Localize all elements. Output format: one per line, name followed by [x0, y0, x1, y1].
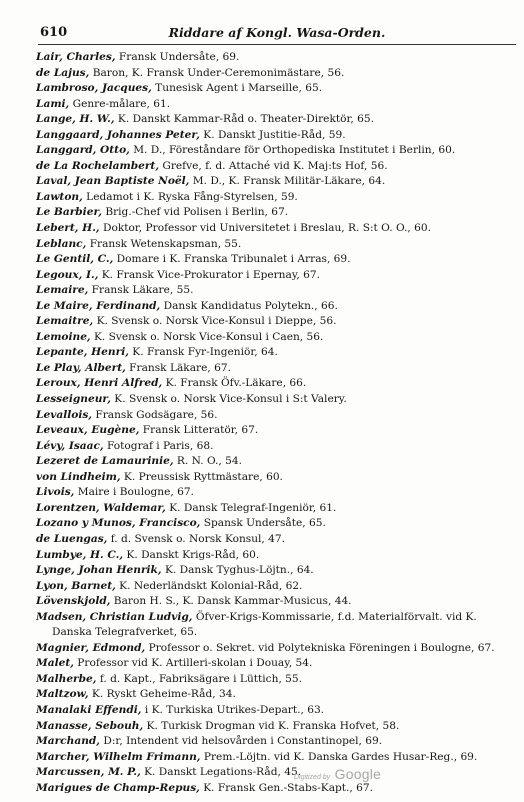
- entry-description: Fransk Läkare, 55.: [88, 284, 194, 297]
- entry-description: M. D., K. Fransk Militär-Läkare, 64.: [189, 175, 386, 188]
- entry-name: Langgard, Otto,: [36, 144, 130, 157]
- list-item: [36, 252, 516, 268]
- list-item: [36, 470, 516, 486]
- list-item: [36, 641, 516, 657]
- entry-name: Lévy, Isaac,: [36, 439, 104, 452]
- list-item: [36, 330, 516, 346]
- list-item: [36, 703, 516, 719]
- list-item: [36, 563, 516, 579]
- entry-description: Spansk Undersåte, 65.: [200, 517, 326, 530]
- entry-name: de Lajus,: [36, 66, 90, 79]
- entry-name: Langgaard, Johannes Peter,: [36, 128, 200, 141]
- list-item: [36, 159, 516, 175]
- entry-name: Lumbye, H. C.,: [36, 548, 124, 561]
- entry-name: Lange, H. W.,: [36, 113, 115, 126]
- list-item: [36, 283, 516, 299]
- list-item: [36, 361, 516, 377]
- entry-description: Grefve, f. d. Attaché vid K. Maj:ts Hof, 56.: [159, 159, 388, 172]
- entry-name: Lemoine,: [36, 330, 91, 343]
- entry-description: f. d. Svensk o. Norsk Konsul, 47.: [107, 532, 286, 545]
- list-item: [36, 143, 516, 159]
- list-item: [36, 97, 516, 113]
- entry-description: K. Svensk o. Norsk Vice-Konsul i Dieppe, 56.: [93, 315, 337, 328]
- entry-description: K. Danskt Justitie-Råd, 59.: [199, 128, 346, 141]
- list-item: [36, 268, 516, 284]
- list-item: [36, 299, 516, 315]
- list-item: [36, 548, 516, 564]
- entry-name: Le Maire, Ferdinand,: [36, 299, 161, 312]
- entry-description: M. D., Föreståndare för Orthopediska Institutet i Berlin, 60.: [129, 144, 456, 157]
- entry-name: Lorentzen, Waldemar,: [36, 501, 166, 514]
- entry-name: Manalaki Effendi,: [36, 703, 142, 716]
- entry-description: f. d. Kapt., Fabriksägare i Lüttich, 55.: [96, 672, 303, 685]
- list-item: [36, 392, 516, 408]
- entry-description: Tunesisk Agent i Marseille, 65.: [151, 82, 323, 95]
- entry-name: Lövenskjold,: [36, 595, 111, 608]
- page-header: [38, 25, 516, 43]
- entry-description: Maire i Boulogne, 67.: [74, 486, 194, 499]
- entry-description: Fotograf i Paris, 68.: [103, 439, 214, 452]
- entry-description: K. Ryskt Geheime-Råd, 34.: [88, 688, 236, 701]
- entry-description: K. Danskt Krigs-Råd, 60.: [123, 548, 260, 561]
- list-item: [36, 408, 516, 424]
- entry-name: Marchand,: [36, 735, 100, 748]
- entry-description: Professor vid K. Artilleri-skolan i Douay, 54.: [73, 657, 313, 670]
- list-item: [36, 190, 516, 206]
- entry-name: Lemaire,: [36, 284, 89, 297]
- entry-description: K. Preussisk Ryttmästare, 60.: [120, 470, 283, 483]
- entry-name: Maltzow,: [36, 688, 89, 701]
- entry-description: Prem.-Löjtn. vid K. Danska Gardes Husar-Reg., 69.: [200, 750, 478, 763]
- entry-name: Lozano y Munos, Francisco,: [36, 517, 201, 530]
- list-item: [36, 750, 516, 766]
- list-item: [36, 719, 516, 735]
- running-title: Riddare af Kongl. Wasa-Orden.: [168, 25, 386, 40]
- entry-description: K. Dansk Tyghus-Löjtn., 64.: [161, 564, 314, 577]
- entry-name: Legoux, I.,: [36, 268, 99, 281]
- entry-name: Laval, Jean Baptiste Noël,: [36, 175, 190, 188]
- list-item: [36, 376, 516, 392]
- entry-name: Le Barbier,: [36, 206, 102, 219]
- entry-name: Malet,: [36, 657, 74, 670]
- entry-description: Brig.-Chef vid Polisen i Berlin, 67.: [101, 206, 289, 219]
- entry-name: Lynge, Johan Henrik,: [36, 564, 162, 577]
- entry-name: Leblanc,: [36, 237, 87, 250]
- entry-description: K. Nederländskt Kolonial-Råd, 62.: [115, 579, 303, 592]
- entry-description: Domare i K. Franska Tribunalet i Arras, 69.: [113, 253, 351, 266]
- list-item: [36, 237, 516, 253]
- entry-description: Baron, K. Fransk Under-Ceremonimästare, 56.: [89, 66, 345, 79]
- entry-name: Magnier, Edmond,: [36, 641, 146, 654]
- entry-description: Ledamot i K. Ryska Fång-Styrelsen, 59.: [82, 190, 298, 203]
- header-rule: [38, 44, 516, 45]
- entry-name: Leveaux, Eugène,: [36, 424, 140, 437]
- entry-name: de Luengas,: [36, 532, 108, 545]
- list-item: [36, 532, 516, 548]
- entry-name: Lawton,: [36, 190, 83, 203]
- entry-description: i K. Turkiska Utrikes-Depart., 63.: [141, 703, 325, 716]
- list-item: [36, 174, 516, 190]
- list-item: [36, 50, 516, 66]
- entry-name: Lebert, H.,: [36, 222, 100, 235]
- entry-description: K. Fransk Vice-Prokurator i Epernay, 67.: [98, 268, 320, 281]
- list-item: [36, 485, 516, 501]
- list-item: [36, 501, 516, 517]
- list-item: [36, 734, 516, 750]
- entry-name: Le Gentil, C.,: [36, 253, 114, 266]
- entry-description: Fransk Wetenskapsman, 55.: [86, 237, 242, 250]
- list-item: [36, 66, 516, 82]
- entry-description: Genre-målare, 61.: [69, 97, 171, 110]
- entry-description: Doktor, Professor vid Universitetet i Breslau, R. S:t O. O., 60.: [99, 222, 431, 235]
- entry-description: K. Danskt Legations-Råd, 45.: [140, 766, 302, 779]
- entry-name: Lyon, Barnet,: [36, 579, 116, 592]
- list-item: [36, 345, 516, 361]
- entry-description: Dansk Kandidatus Polytekn., 66.: [160, 299, 338, 312]
- entry-name: Lesseigneur,: [36, 393, 111, 406]
- entry-name: Marcussen, M. P.,: [36, 766, 141, 779]
- entry-list: [36, 50, 516, 796]
- list-item: [36, 439, 516, 455]
- entry-description: K. Fransk Öfv.-Läkare, 66.: [162, 377, 307, 390]
- entry-description: K. Fransk Fyr-Ingeniör, 64.: [128, 346, 278, 359]
- list-item: [36, 656, 516, 672]
- entry-name: Lemaitre,: [36, 315, 94, 328]
- entry-description: Fransk Godsägare, 56.: [92, 408, 218, 421]
- entry-name: Malherbe,: [36, 672, 97, 685]
- entry-description: Öfver-Krigs-Kommissarie, f.d. Materialförvalt. vid K. Danska Telegrafverket, 65.: [52, 610, 477, 639]
- list-item: [36, 765, 516, 781]
- entry-description: K. Turkisk Drogman vid K. Franska Hofvet, 58.: [143, 719, 400, 732]
- entry-name: Lambroso, Jacques,: [36, 82, 152, 95]
- entry-description: D:r, Intendent vid helsovården i Constantinopel, 69.: [100, 735, 383, 748]
- page-number: 610: [40, 25, 68, 40]
- entry-name: Madsen, Christian Ludvig,: [36, 610, 193, 623]
- entry-name: Leroux, Henri Alfred,: [36, 377, 163, 390]
- entry-description: K. Svensk o. Norsk Vice-Konsul i Caen, 56.: [90, 330, 324, 343]
- google-logo-text: Google: [334, 766, 381, 782]
- entry-description: Baron H. S., K. Dansk Kammar-Musicus, 44.: [110, 595, 352, 608]
- list-item: [36, 594, 516, 610]
- entry-name: Le Play, Albert,: [36, 361, 126, 374]
- list-item: [36, 687, 516, 703]
- entry-name: Manasse, Sebouh,: [36, 719, 144, 732]
- digitized-by-text: Digitized by: [294, 774, 331, 781]
- entry-name: Lepante, Henri,: [36, 346, 129, 359]
- entry-name: von Lindheim,: [36, 470, 121, 483]
- entry-name: Marcher, Wilhelm Frimann,: [36, 750, 201, 763]
- entry-name: Livois,: [36, 486, 75, 499]
- digitized-watermark: [294, 766, 381, 784]
- list-item: [36, 221, 516, 237]
- list-item: [36, 610, 516, 641]
- list-item: [36, 205, 516, 221]
- entry-description: Fransk Litteratör, 67.: [139, 424, 259, 437]
- entry-name: Lami,: [36, 97, 70, 110]
- entry-description: Fransk Läkare, 67.: [125, 361, 231, 374]
- entry-description: Professor o. Sekret. vid Polytekniska Föreningen i Boulogne, 67.: [145, 641, 495, 654]
- list-item: [36, 128, 516, 144]
- entry-name: Lair, Charles,: [36, 51, 116, 63]
- entry-description: K. Svensk o. Norsk Vice-Konsul i S:t Valery.: [110, 393, 347, 406]
- list-item: [36, 454, 516, 470]
- list-item: [36, 81, 516, 97]
- entry-name: de La Rochelambert,: [36, 159, 160, 172]
- entry-description: R. N. O., 54.: [173, 455, 242, 468]
- entry-description: K. Dansk Telegraf-Ingeniör, 61.: [165, 501, 337, 514]
- list-item: [36, 112, 516, 128]
- entry-name: Marigues de Champ-Repus,: [36, 781, 200, 794]
- list-item: [36, 314, 516, 330]
- list-item: [36, 516, 516, 532]
- list-item: [36, 579, 516, 595]
- entry-name: Levallois,: [36, 408, 92, 421]
- list-item: [36, 423, 516, 439]
- list-item: [36, 781, 516, 797]
- list-item: [36, 672, 516, 688]
- entry-description: K. Fransk Gen.-Stabs-Kapt., 67.: [199, 781, 374, 794]
- entry-description: Fransk Undersåte, 69.: [115, 51, 240, 63]
- entry-name: Lezeret de Lamaurinie,: [36, 455, 174, 468]
- entry-description: K. Danskt Kammar-Råd o. Theater-Direktör, 65.: [114, 113, 374, 126]
